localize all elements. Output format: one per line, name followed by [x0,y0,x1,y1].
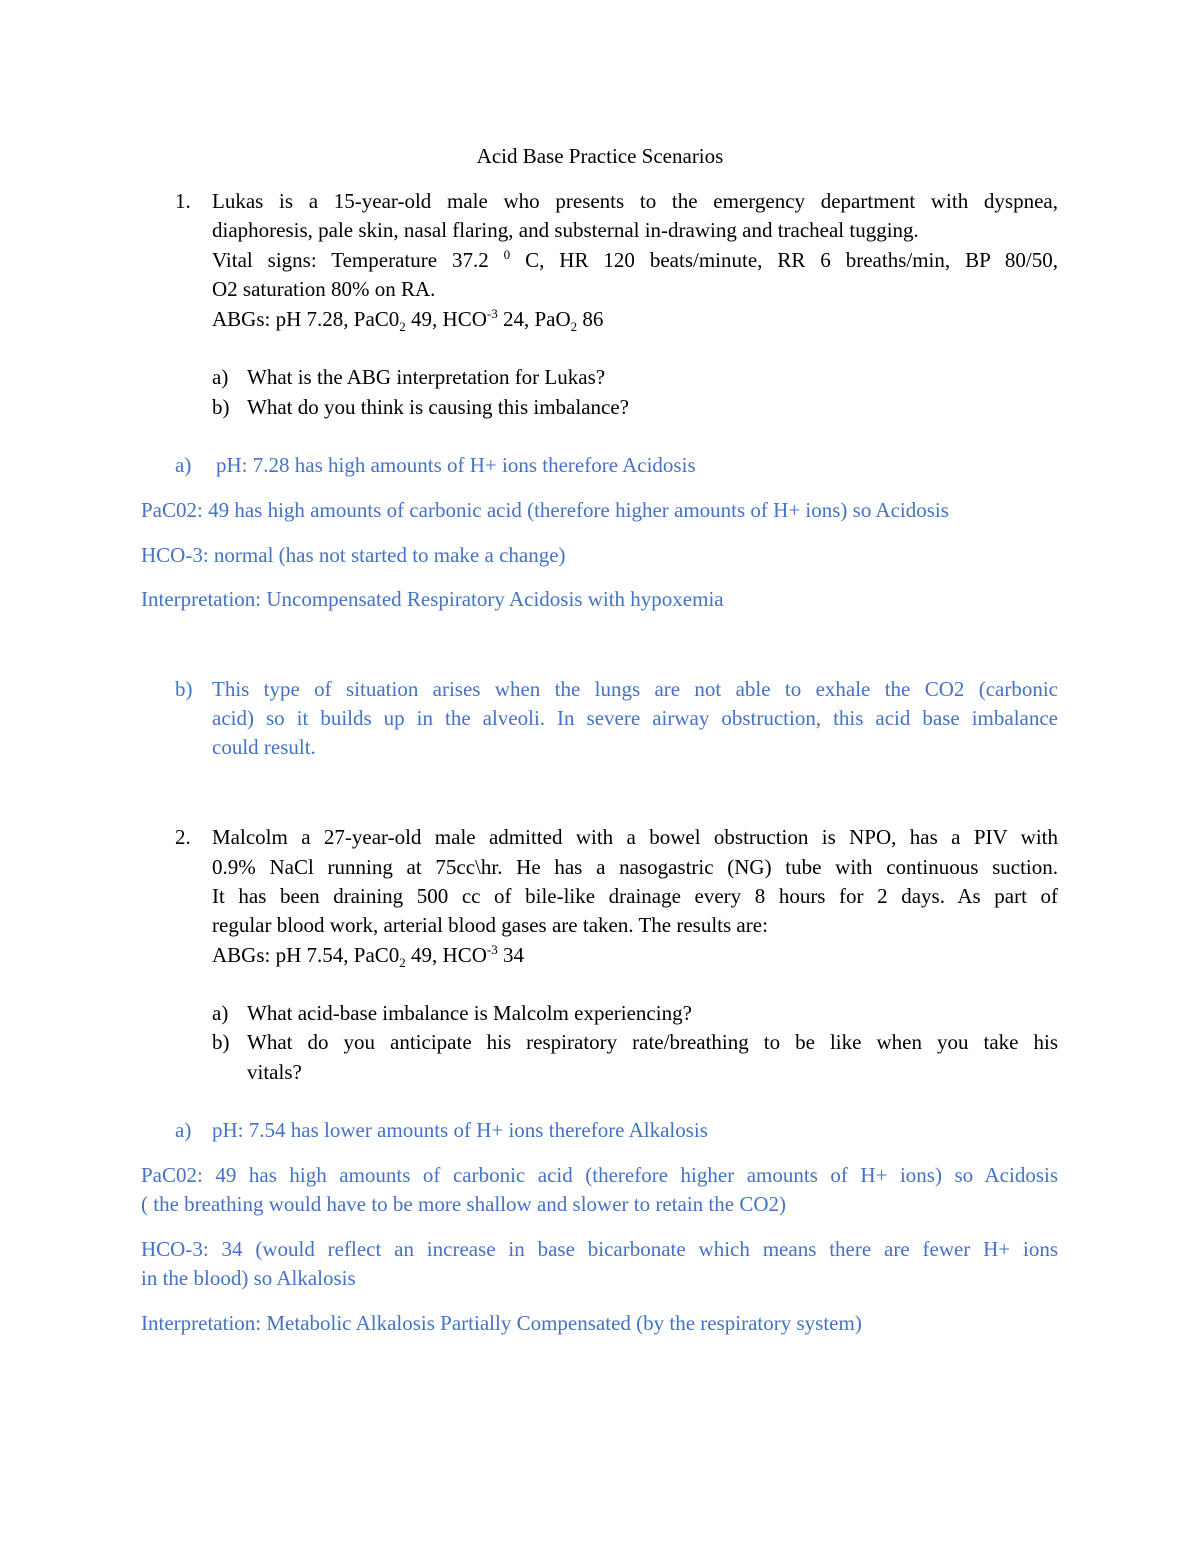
answer-text-line: acid) so it builds up in the alveoli. In severe airway obstruction, this acid base imbalance [212,706,1058,730]
question-label: b) [212,1030,230,1054]
answer-hco3: HCO-3: normal (has not started to make a change) [141,543,566,567]
scenario-text-line: regular blood work, arterial blood gases are taken. The results are: [212,913,768,937]
question-label: a) [212,1001,229,1025]
scenario-text-line: It has been draining 500 cc of bile-like drainage every 8 hours for 2 days. As part of [212,884,1058,908]
answer-interpretation: Interpretation: Metabolic Alkalosis Partially Compensated (by the respiratory system) [141,1311,862,1335]
scenario-number: 1. [175,189,191,213]
question-text: vitals? [247,1060,302,1084]
answer-text: pH: 7.28 has high amounts of H+ ions therefore Acidosis [216,453,696,477]
question-label: a) [212,365,229,389]
answer-text-line: This type of situation arises when the lungs are not able to exhale the CO2 (carbonic [212,677,1058,701]
answer-interpretation: Interpretation: Uncompensated Respiratory Acidosis with hypoxemia [141,587,724,611]
question-text: What is the ABG interpretation for Lukas? [247,365,606,389]
abg-line: ABGs: pH 7.54, $PaC0_2$ 49, $HCO^{-3}$ 34 [212,942,524,971]
question-label: b) [212,395,230,419]
answer-hco3: HCO-3: 34 (would reflect an increase in base bicarbonate which means there are fewer H+ ions [141,1237,1058,1261]
answer-text-line: could result. [212,735,316,759]
vital-signs-line: Vital signs: Temperature 37.2 $^0$ C, HR 120 beats/minute, RR 6 breaths/min, BP 80/50, [212,247,1058,272]
scenario-text-line: Lukas is a 15-year-old male who presents to the emergency department with dyspnea, [212,189,1058,213]
answer-paco2: PaC02: 49 has high amounts of carbonic acid (therefore higher amounts of H+ ions) so Acidosis [141,1163,1058,1187]
degree-superscript: 0 [503,247,511,262]
answer-label: a) [175,1118,192,1142]
vital-signs-line-2: O2 saturation 80% on RA. [212,277,436,301]
scenario-text-line: 0.9% NaCl running at 75cc\hr. He has a nasogastric (NG) tube with continuous suction. [212,855,1058,879]
question-text: What acid-base imbalance is Malcolm experiencing? [247,1001,692,1025]
answer-paco2: PaC02: 49 has high amounts of carbonic acid (therefore higher amounts of H+ ions) so Acidosis [141,498,949,522]
question-text: What do you anticipate his respiratory rate/breathing to be like when you take his [247,1030,1058,1054]
answer-label: b) [175,677,193,701]
question-text: What do you think is causing this imbalance? [247,395,629,419]
scenario-text-line: Malcolm a 27-year-old male admitted with a bowel obstruction is NPO, has a PIV with [212,825,1058,849]
page-title: Acid Base Practice Scenarios [476,144,724,168]
scenario-number: 2. [175,825,191,849]
answer-label: a) [175,453,192,477]
answer-paco2-cont: ( the breathing would have to be more shallow and slower to retain the CO2) [141,1192,786,1216]
abg-line: ABGs: pH 7.28, $PaC0_2$ 49, $HCO^{-3}$ 24, PaO$_2$ 86 [212,306,604,335]
answer-text: pH: 7.54 has lower amounts of H+ ions therefore Alkalosis [212,1118,708,1142]
answer-hco3-cont: in the blood) so Alkalosis [141,1266,356,1290]
scenario-text-line: diaphoresis, pale skin, nasal flaring, and substernal in-drawing and tracheal tugging. [212,218,919,242]
